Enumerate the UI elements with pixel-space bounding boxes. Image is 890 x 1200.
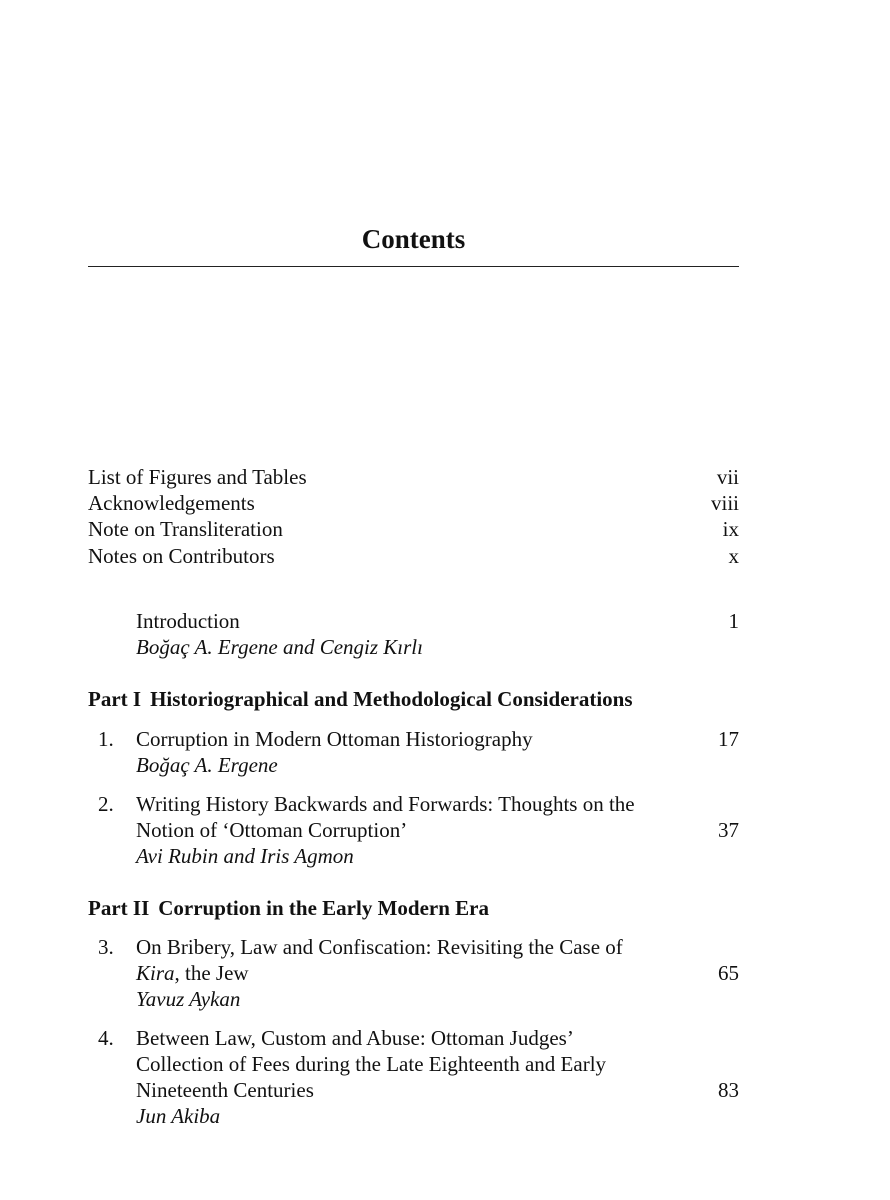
chapter-number: 1. xyxy=(98,727,114,751)
toc-entry-page: viii xyxy=(710,491,739,515)
chapter-title-continued[interactable] xyxy=(136,960,249,986)
chapter-page: 17 xyxy=(718,727,739,751)
part-heading-2 xyxy=(88,895,489,921)
part-heading-1 xyxy=(88,686,633,712)
toc-entry-title[interactable]: Note on Transliteration xyxy=(88,517,283,541)
part-label: Part I xyxy=(88,687,142,711)
chapter-title[interactable]: On Bribery, Law and Confiscation: Revisiting the Case of xyxy=(136,935,623,959)
toc-entry-title[interactable]: List of Figures and Tables xyxy=(88,465,307,489)
chapter-page: 83 xyxy=(718,1078,739,1102)
part-label: Part II xyxy=(88,896,150,920)
chapter-authors: Jun Akiba xyxy=(136,1104,221,1128)
toc-entry-title[interactable]: Acknowledgements xyxy=(88,491,255,515)
chapter-authors: Yavuz Aykan xyxy=(136,987,241,1011)
chapter-number: 3. xyxy=(98,935,114,959)
chapter-number: 2. xyxy=(98,792,114,816)
chapter-title-continued[interactable]: Nineteenth Centuries xyxy=(136,1078,314,1102)
chapter-title[interactable]: Corruption in Modern Ottoman Historiography xyxy=(136,727,533,751)
chapter-page: 65 xyxy=(718,961,739,985)
chapter-title-continued[interactable]: Notion of ‘Ottoman Corruption’ xyxy=(136,818,408,842)
chapter-authors: Boğaç A. Ergene xyxy=(136,753,278,777)
chapter-title-continued[interactable]: Collection of Fees during the Late Eighteenth and Early xyxy=(136,1052,607,1076)
page-title: Contents xyxy=(361,224,466,254)
part-title: Historiographical and Methodological Considerations xyxy=(150,687,633,711)
introduction-page: 1 xyxy=(728,609,739,633)
introduction-authors: Boğaç A. Ergene and Cengiz Kırlı xyxy=(136,635,423,659)
chapter-title[interactable]: Writing History Backwards and Forwards: Thoughts on the xyxy=(136,792,635,816)
toc-entry-page: vii xyxy=(716,465,739,489)
toc-entry-page: ix xyxy=(722,517,739,541)
part-title: Corruption in the Early Modern Era xyxy=(158,896,489,920)
chapter-title-rest: , the Jew xyxy=(174,961,249,985)
chapter-authors: Avi Rubin and Iris Agmon xyxy=(136,844,354,868)
chapter-title[interactable]: Between Law, Custom and Abuse: Ottoman Judges’ xyxy=(136,1026,574,1050)
chapter-title-italic: Kira xyxy=(136,961,175,985)
toc-entry-page: x xyxy=(728,544,739,568)
introduction-title[interactable]: Introduction xyxy=(136,609,240,633)
chapter-number: 4. xyxy=(98,1026,114,1050)
toc-entry-title[interactable]: Notes on Contributors xyxy=(88,544,275,568)
title-rule xyxy=(88,266,739,267)
chapter-page: 37 xyxy=(718,818,739,842)
